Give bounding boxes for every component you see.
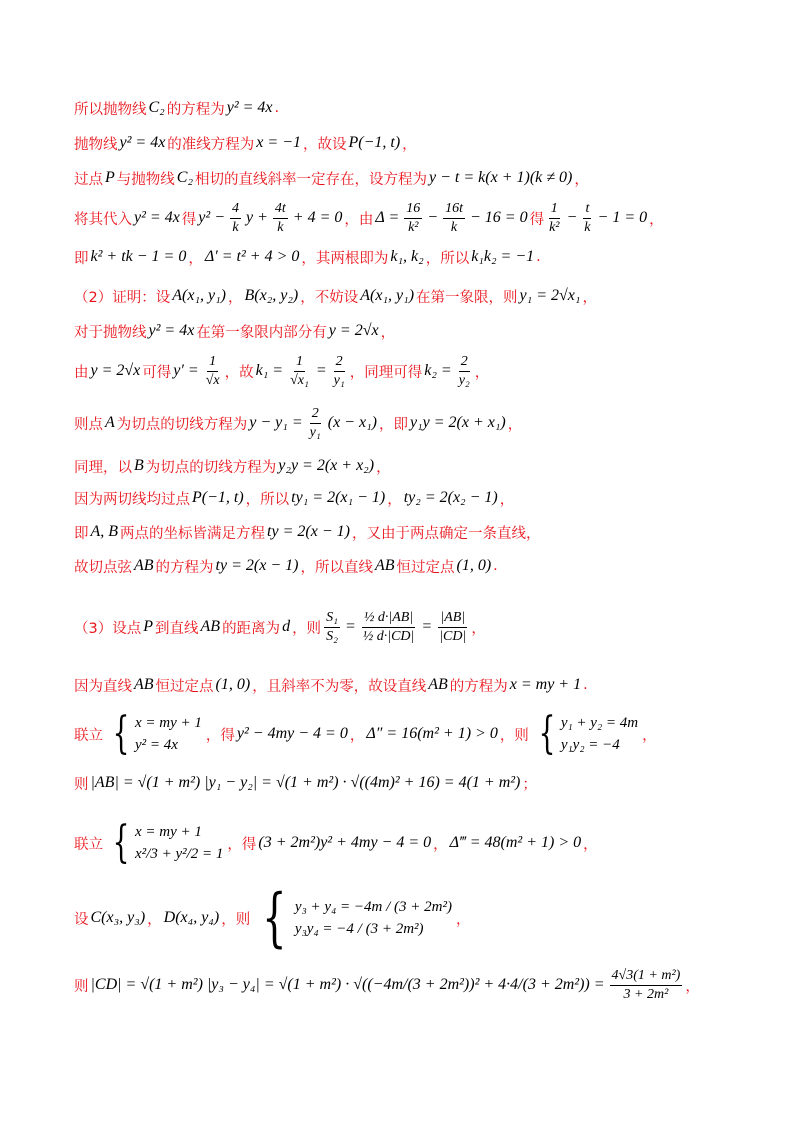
math-expression: AB [134, 557, 154, 574]
system-equation: x²/3 + y²/2 = 1 [135, 846, 224, 862]
left-brace: { [112, 708, 130, 759]
text-segment: ，故设 [303, 136, 347, 153]
math-expression: = [344, 618, 356, 635]
text-segment: ， [583, 836, 598, 853]
text-segment: 到直线 [155, 620, 199, 637]
fraction-numerator: 2 [459, 353, 470, 372]
text-segment: ，则 [292, 620, 322, 637]
text-segment: ， [574, 171, 589, 188]
text-segment: 恒过定点 [396, 559, 455, 576]
text-segment: ， [649, 211, 664, 228]
text-segment: 对于抛物线 [74, 324, 147, 341]
math-expression: = [421, 618, 433, 635]
solution-line-7 [74, 318, 760, 344]
math-expression: ty = 2(x − 1) [215, 557, 299, 574]
math-expression: AB [374, 557, 395, 574]
math-expression: y² = 4x [226, 99, 273, 116]
text-segment: ， [380, 324, 396, 341]
text-segment: ，则 [499, 727, 529, 744]
math-expression: C(x₃, y₃) [90, 909, 146, 926]
text-segment: 将其代入 [74, 211, 132, 228]
text-segment: ； [522, 776, 537, 793]
fraction-numerator: 16 [404, 200, 422, 219]
math-fraction [443, 200, 465, 237]
fraction-denominator: k² [408, 219, 419, 235]
text-segment: ，所以直线 [300, 559, 373, 576]
fraction-numerator: |AB| [438, 609, 467, 628]
text-segment: ，所以 [425, 250, 470, 267]
solution-line-3 [74, 165, 760, 191]
text-segment: ， [642, 727, 657, 744]
math-expression: P [143, 618, 154, 635]
text-segment: 在第一象限内部分有 [196, 324, 327, 341]
text-segment: 的方程为 [166, 101, 225, 118]
text-segment: ， [582, 289, 597, 306]
text-segment: ， [499, 491, 515, 508]
math-expression: x = −1 [256, 134, 301, 151]
math-expression: A [105, 414, 115, 431]
math-expression: y′ = [173, 362, 199, 379]
fraction-numerator: 4t [273, 200, 288, 219]
math-expression: (1, 0) [456, 557, 492, 574]
math-expression: y₂y = 2(x + x₂) [278, 457, 375, 474]
math-expression: AB [428, 676, 448, 693]
text-segment: . [583, 677, 588, 693]
fraction-denominator: y₂ [458, 372, 470, 388]
solution-line-9 [74, 404, 760, 442]
text-segment: ， [147, 911, 162, 928]
text-segment: . [493, 558, 498, 574]
text-segment: 即 [74, 250, 89, 267]
solution-line-18 [74, 810, 760, 876]
text-segment: 即 [74, 525, 89, 542]
fraction-numerator: 1 [549, 200, 560, 219]
text-segment: 因为两切线均过点 [74, 491, 190, 508]
fraction-denominator: √x [205, 372, 220, 388]
math-expression: k₁, k₂ [390, 248, 424, 265]
solution-line-5 [74, 244, 760, 270]
math-expression: y − y₁ = [249, 414, 303, 431]
math-fraction [404, 200, 422, 237]
fraction-numerator: 2 [334, 353, 345, 372]
text-segment: 则 [74, 978, 89, 995]
text-segment: 得 [529, 211, 545, 228]
math-expression: P(−1, t) [192, 489, 244, 506]
math-fraction [582, 200, 592, 237]
text-segment: 因为直线 [74, 678, 132, 695]
left-brace: { [112, 817, 130, 868]
system-equation: y² = 4x [135, 737, 178, 753]
fraction-numerator: 4 [230, 200, 241, 219]
math-fraction [547, 200, 561, 237]
solution-line-10 [74, 453, 760, 479]
system-equation: y₁y₂ = −4 [560, 737, 620, 753]
math-expression: A, B [90, 523, 119, 540]
text-segment: 由 [74, 364, 89, 381]
fraction-numerator: 2 [310, 405, 321, 424]
text-segment: （2）证明：设 [74, 289, 171, 306]
math-expression: y = 2√x [90, 362, 141, 379]
math-fraction [273, 200, 288, 237]
text-segment: ， [402, 136, 417, 153]
fraction-denominator: k [277, 219, 284, 235]
solution-line-13 [74, 553, 760, 579]
solution-line-20 [74, 964, 760, 1006]
math-expression: k₁k₂ = −1 [471, 248, 535, 265]
fraction-denominator: k [232, 219, 239, 235]
text-segment: ， [685, 978, 700, 995]
math-fraction [288, 353, 311, 390]
math-expression: k² + tk − 1 = 0 [90, 248, 187, 265]
text-segment: 相切的直线斜率一定存在，设方程为 [195, 171, 428, 188]
left-brace: { [262, 881, 287, 955]
math-expression: A(x₁, y₁) [360, 287, 415, 304]
math-fraction [361, 609, 417, 646]
text-segment: 在第一象限，则 [416, 289, 518, 306]
text-segment: ， [474, 364, 490, 381]
text-segment: ，由 [344, 211, 374, 228]
solution-line-1 [74, 96, 760, 120]
text-segment: 与抛物线 [116, 171, 175, 188]
math-expression: y² − 4my − 4 = 0 [236, 725, 348, 742]
text-segment: 可得 [142, 364, 172, 381]
text-segment: ，得 [227, 836, 257, 853]
text-segment: 的方程为 [449, 678, 508, 695]
text-segment: ， [507, 416, 523, 433]
math-expression: k₂ = [424, 362, 452, 379]
math-expression: = [315, 362, 327, 379]
math-expression: ty₁ = 2(x₁ − 1) [291, 489, 386, 506]
text-segment: ，即 [378, 416, 408, 433]
text-segment: ， [228, 289, 243, 306]
math-expression: Δ′ = t² + 4 > 0 [204, 248, 300, 265]
math-fraction [457, 353, 472, 390]
text-segment: 则点 [74, 416, 103, 433]
math-expression: − [566, 209, 578, 226]
solution-line-17 [74, 770, 760, 796]
math-expression: − 16 = 0 [469, 209, 528, 226]
text-segment: ， [471, 620, 486, 637]
math-expression: y₁y = 2(x + x₁) [409, 414, 506, 431]
fraction-denominator: ½ d·|CD| [362, 628, 415, 644]
math-expression: − [427, 209, 439, 226]
fraction-denominator: y₁ [309, 424, 321, 440]
text-segment: 故切点弦 [74, 559, 132, 576]
solution-line-4 [74, 200, 760, 236]
solution-line-15 [74, 672, 760, 698]
text-segment: ， [188, 250, 203, 267]
solution-line-8 [74, 352, 760, 390]
equation-system [254, 881, 452, 955]
text-segment: 两点的坐标皆满足方程 [120, 525, 266, 542]
fraction-numerator: 1 [207, 353, 218, 372]
system-equation: y₁ + y₂ = 4m [560, 715, 639, 731]
text-segment: ，不妨设 [300, 289, 359, 306]
math-expression: Δ″ = 16(m² + 1) > 0 [366, 725, 498, 742]
text-segment: 设 [74, 911, 89, 928]
fraction-numerator: 4√3(1 + m²) [610, 967, 683, 986]
fraction-numerator: 16t [443, 200, 465, 219]
math-expression: D(x₄, y₄) [163, 909, 220, 926]
math-expression: y − t = k(x + 1)(k ≠ 0) [429, 169, 573, 186]
text-segment: （3）设点 [74, 620, 142, 637]
math-fraction [324, 609, 340, 646]
fraction-denominator: 3 + 2m² [623, 986, 669, 1002]
math-expression: y² = 4x [119, 134, 166, 151]
math-expression: A(x₁, y₁) [172, 287, 226, 304]
solution-line-11 [74, 485, 760, 511]
text-segment: ， [433, 836, 448, 853]
text-segment: 所以抛物线 [74, 101, 147, 118]
text-segment: ， [455, 911, 471, 928]
text-segment: 抛物线 [74, 136, 118, 153]
text-segment: 的距离为 [222, 620, 281, 637]
fraction-numerator: 1 [294, 353, 305, 372]
math-expression: y + [246, 209, 268, 226]
math-fraction [230, 200, 241, 237]
system-equation: x = my + 1 [135, 715, 202, 731]
math-fraction [332, 353, 347, 390]
math-expression: Δ = [375, 209, 400, 226]
solution-line-19 [74, 880, 760, 956]
fraction-denominator: y₁ [333, 372, 345, 388]
text-segment: ， [349, 727, 365, 744]
math-expression: C₂ [148, 99, 165, 116]
math-expression: (3 + 2m²)y² + 4my − 4 = 0 [258, 834, 432, 851]
solution-line-14 [74, 592, 760, 662]
text-segment: 恒过定点 [155, 678, 214, 695]
math-expression: (1, 0) [215, 676, 251, 693]
equation-system [533, 708, 639, 759]
math-fraction [437, 609, 468, 646]
text-segment: 的准线方程为 [167, 136, 255, 153]
text-segment: ，则 [221, 911, 251, 928]
system-equation: x = my + 1 [135, 824, 202, 840]
math-expression: y² = 4x [148, 322, 195, 339]
left-brace: { [538, 708, 556, 759]
solution-line-2 [74, 130, 760, 156]
text-segment: ，得 [205, 727, 235, 744]
fraction-denominator: √x₁ [290, 372, 309, 388]
math-expression: d [282, 618, 291, 635]
math-expression: y₁ = 2√x₁ [519, 287, 581, 304]
equation-system [107, 708, 202, 759]
text-segment: ，其两根即为 [301, 250, 389, 267]
text-segment: ，又由于两点确定一条直线， [351, 525, 541, 542]
math-expression: − 1 = 0 [597, 209, 648, 226]
math-expression: C₂ [176, 169, 194, 186]
math-expression: (x − x₁) [327, 414, 377, 431]
text-segment: 为切点的切线方程为 [145, 459, 277, 476]
math-expression: y² = 4x [134, 209, 180, 226]
math-expression: k₁ = [255, 362, 284, 379]
math-expression: B(x₂, y₂) [244, 287, 299, 304]
math-expression: AB [200, 618, 221, 635]
fraction-denominator: k [584, 219, 591, 235]
math-expression: y = 2√x [328, 322, 379, 339]
math-expression: AB [134, 676, 154, 693]
fraction-denominator: k [450, 219, 458, 235]
text-segment: 则 [74, 776, 89, 793]
text-segment: . [536, 249, 541, 265]
math-expression: + 4 = 0 [292, 209, 343, 226]
text-segment: ，故 [224, 364, 254, 381]
text-segment: ， [387, 491, 402, 508]
fraction-numerator: S₁ [324, 609, 340, 628]
text-segment: ，同理可得 [349, 364, 423, 381]
text-segment: 联立 [74, 727, 103, 744]
text-segment: 同理，以 [74, 459, 132, 476]
fraction-numerator: t [583, 200, 591, 219]
math-fraction [308, 405, 323, 442]
text-segment: 的方程为 [155, 559, 214, 576]
fraction-numerator: ½ d·|AB| [362, 609, 415, 628]
math-expression: y² − [198, 209, 225, 226]
solution-line-12 [74, 519, 760, 545]
math-expression: ty = 2(x − 1) [267, 523, 350, 540]
system-equation: y₃y₄ = −4 / (3 + 2m²) [294, 921, 424, 937]
text-segment: 过点 [74, 171, 103, 188]
math-expression: x = my + 1 [509, 676, 582, 693]
fraction-denominator: |CD| [439, 628, 467, 644]
math-expression: ty₂ = 2(x₂ − 1) [403, 489, 498, 506]
math-expression: B [134, 457, 144, 474]
math-fraction [204, 353, 222, 390]
text-segment: 为切点的切线方程为 [116, 416, 248, 433]
fraction-denominator: k² [549, 219, 560, 235]
math-fraction [610, 967, 683, 1004]
text-segment: 得 [181, 211, 197, 228]
math-expression: P(−1, t) [348, 134, 401, 151]
system-equation: y₃ + y₄ = −4m / (3 + 2m²) [294, 899, 452, 915]
equation-system [107, 817, 224, 868]
text-segment: ， [376, 459, 391, 476]
math-expression: |AB| = √(1 + m²) |y₁ − y₂| = √(1 + m²) · √((4m)² + 16) = 4(1 + m²) [90, 774, 521, 791]
text-segment: ，且斜率不为零，故设直线 [252, 678, 427, 695]
math-expression: |CD| = √(1 + m²) |y₃ − y₄| = √(1 + m²) · √((−4m/(3 + 2m²))² + 4·4/(3 + 2m²)) = [90, 976, 605, 993]
solution-line-16 [74, 708, 760, 760]
math-expression: P [105, 169, 115, 186]
text-segment: 联立 [74, 836, 103, 853]
fraction-denominator: S₂ [326, 628, 338, 644]
solution-line-6 [74, 283, 760, 309]
math-expression: Δ‴ = 48(m² + 1) > 0 [449, 834, 582, 851]
text-segment: ，所以 [245, 491, 290, 508]
text-segment: . [274, 100, 280, 116]
